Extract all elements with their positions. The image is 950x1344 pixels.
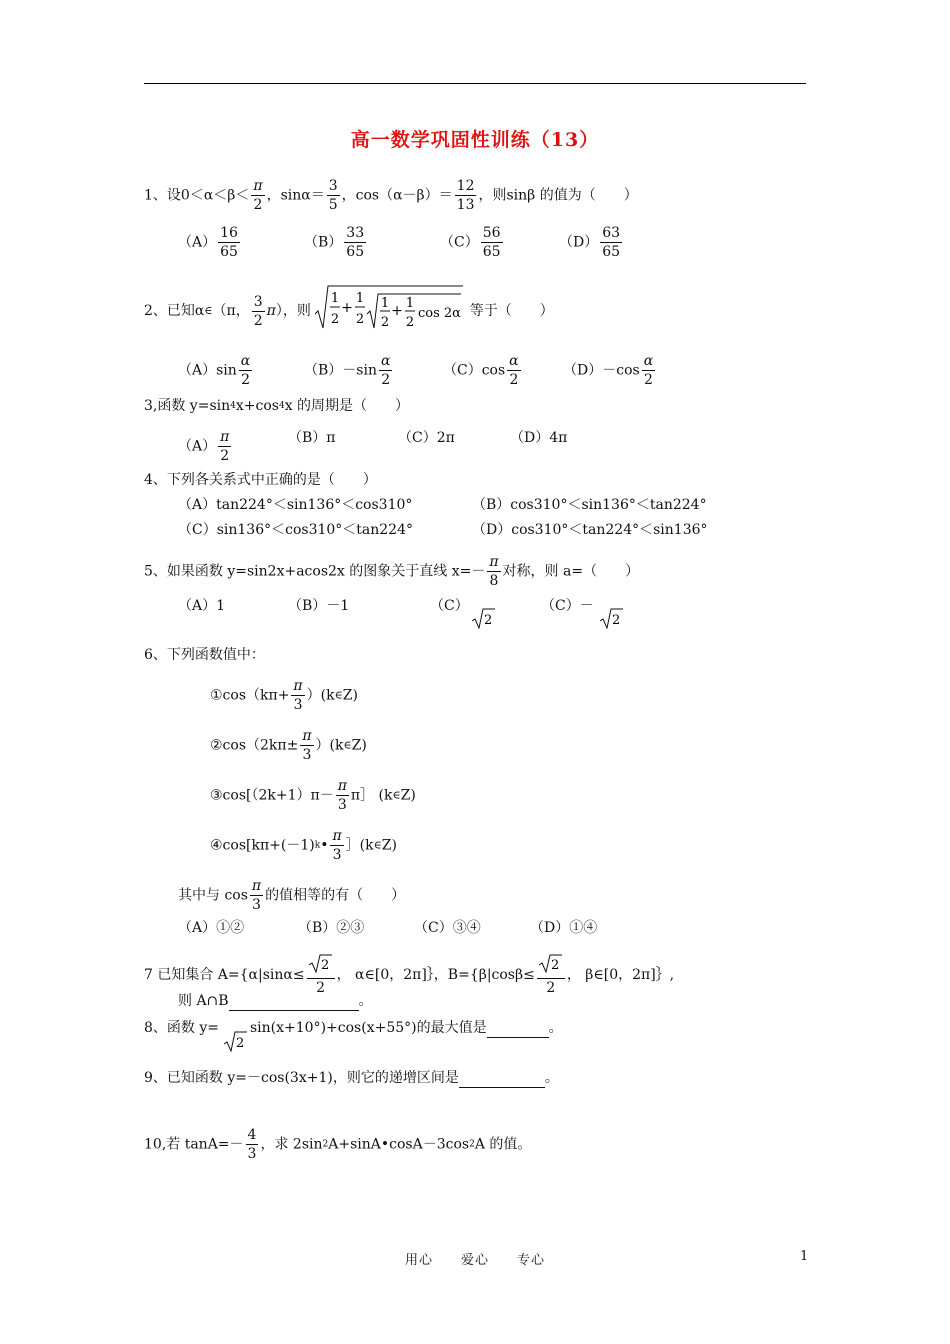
q6-item-2: ②cos（2kπ± $\frac{\pi}{3}$ ）(k∈Z) (210, 728, 367, 763)
q7-answer-blank[interactable] (229, 994, 359, 1011)
svg-text:1: 1 (331, 291, 340, 306)
q6-item-1: ①cos（kπ+ $\frac{\pi}{3}$ ）(k∈Z) (210, 678, 358, 713)
page-footer: 用心 爱心 专心 (404, 1253, 545, 1268)
svg-text:2: 2 (381, 315, 390, 330)
q5-option-a: （A）1 (178, 598, 226, 614)
svg-text:2: 2 (331, 312, 340, 327)
q4-option-a: （A）tan224°＜sin136°＜cos310° (178, 497, 413, 513)
q5-option-c: （C） (430, 598, 469, 614)
q1-option-b: （B） $\frac{33}{65}$ (304, 225, 365, 260)
q5-option-b: （B）－1 (288, 598, 350, 614)
q6-item-3: ③cos[（2k+1）π－ $\frac{\pi}{3}$ π］ (k∈Z) (210, 778, 416, 813)
svg-text:2: 2 (406, 315, 415, 330)
sqrt-symbol-icon (472, 607, 496, 629)
question-4: 4、下列各关系式中正确的是（ ） (144, 472, 377, 488)
q3-option-d: （D）4π (510, 430, 568, 446)
svg-text:2: 2 (236, 1036, 245, 1051)
q2-option-a: （A）sin $\frac{\alpha}{2}$ (178, 353, 251, 388)
question-7: 7 已知集合 A={α|sinα≤ $\frac{2}{2}$ ， α∈[0，2π]｝，B={β|cosβ≤ $\frac{2}{2}$ ， β∈[0，2π]｝, (144, 953, 674, 997)
q6-option-c: （C）③④ (414, 920, 481, 936)
q6-item-4: ④cos[kπ+(－1)k• $\frac{\pi}{3}$ ］(k∈Z) (210, 828, 397, 863)
top-rule (144, 83, 806, 84)
q8-sqrt-2 (224, 1030, 248, 1052)
question-1: 1、设0＜α＜β＜ $\frac{\pi}{2}$ ，sinα＝ $\frac{3}{5}$ ，cos（α－β）＝ $\frac{12}{13}$ ，则sinβ 的值为（ ） (144, 178, 638, 213)
q3-option-b: （B）π (288, 430, 336, 446)
q2-option-b: （B）－sin $\frac{\alpha}{2}$ (304, 353, 391, 388)
sqrt-symbol-icon (309, 953, 333, 973)
fraction: $\frac{\pi}{2}$ (253, 178, 263, 213)
q4-option-c: （C）sin136°＜cos310°＜tan224° (178, 522, 413, 538)
svg-text:+: + (341, 300, 354, 316)
nested-radical-svg (315, 284, 465, 332)
q5-sqrt-2-a (472, 607, 496, 629)
question-6: 6、下列函数值中： (144, 647, 265, 663)
sqrt-symbol-icon (600, 607, 624, 629)
q1-option-a: （A） $\frac{16}{65}$ (178, 225, 238, 260)
sqrt-symbol-icon (539, 953, 563, 973)
question-10: 10,若 tanA=－ $\frac{4}{3}$ ，求 2sin2A+sinA•cosA－3cos2A 的值。 (144, 1127, 532, 1162)
q8-answer-blank[interactable] (487, 1021, 549, 1038)
nested-radical (315, 284, 465, 338)
q5-option-d: （C）－ (541, 598, 594, 614)
svg-text:2: 2 (612, 613, 621, 628)
question-9: 9、已知函数 y=－cos(3x+1)，则它的递增区间是 。 (144, 1070, 559, 1086)
svg-text:2: 2 (356, 312, 365, 327)
svg-text:cos 2α: cos 2α (418, 306, 462, 321)
q4-option-d: （D）cos310°＜tan224°＜sin136° (472, 522, 708, 538)
q5-sqrt-2-b (600, 607, 624, 629)
q9-answer-blank[interactable] (459, 1071, 545, 1088)
q4-option-b: （B）cos310°＜sin136°＜tan224° (472, 497, 707, 513)
q1-option-d: （D） $\frac{63}{65}$ (559, 225, 621, 260)
svg-text:2: 2 (484, 613, 493, 628)
q8-expression: sin(x+10°)+cos(x+55°)的最大值是 。 (250, 1020, 563, 1036)
svg-text:+: + (391, 303, 404, 319)
q6-option-b: （B）②③ (298, 920, 365, 936)
question-8: 8、函数 y= (144, 1020, 219, 1036)
q6-option-d: （D）①④ (530, 920, 598, 936)
q6-option-a: （A）①② (178, 920, 245, 936)
fraction: $\frac{12}{13}$ (456, 178, 475, 213)
question-5: 5、如果函数 y=sin2x+acos2x 的图象关于直线 x=－ $\frac{\pi}{8}$ 对称，则 a=（ ） (144, 554, 640, 589)
question-2: 2、已知α∈（π， $\frac{3}{2}$ π），则 1 2 + 1 2 1 2 + 1 2 cos 2α 等于（ ） (144, 284, 554, 338)
fraction: $\frac{3}{5}$ (328, 178, 338, 213)
question-3: 3,函数 y=sin4x+cos4x 的周期是（ ） (144, 398, 410, 414)
q7-line-2: 则 A∩B 。 (178, 993, 373, 1009)
svg-text:1: 1 (381, 296, 390, 311)
svg-text:1: 1 (406, 296, 415, 311)
page-title: 高一数学巩固性训练（13） (350, 129, 600, 151)
page-number: 1 (800, 1249, 809, 1264)
q3-option-c: （C）2π (398, 430, 455, 446)
q6-tail: 其中与 cos $\frac{\pi}{3}$ 的值相等的有（ ） (178, 878, 406, 913)
q3-option-a: （A） $\frac{\pi}{2}$ (178, 429, 230, 464)
svg-text:2: 2 (320, 958, 329, 973)
svg-text:2: 2 (550, 958, 560, 973)
svg-text:1: 1 (356, 291, 365, 306)
q1-option-c: （C） $\frac{56}{65}$ (440, 225, 501, 260)
q2-option-d: （D）－cos $\frac{\alpha}{2}$ (563, 353, 654, 388)
q2-option-c: （C）cos $\frac{\alpha}{2}$ (443, 353, 519, 388)
sqrt-symbol-icon (224, 1030, 248, 1052)
